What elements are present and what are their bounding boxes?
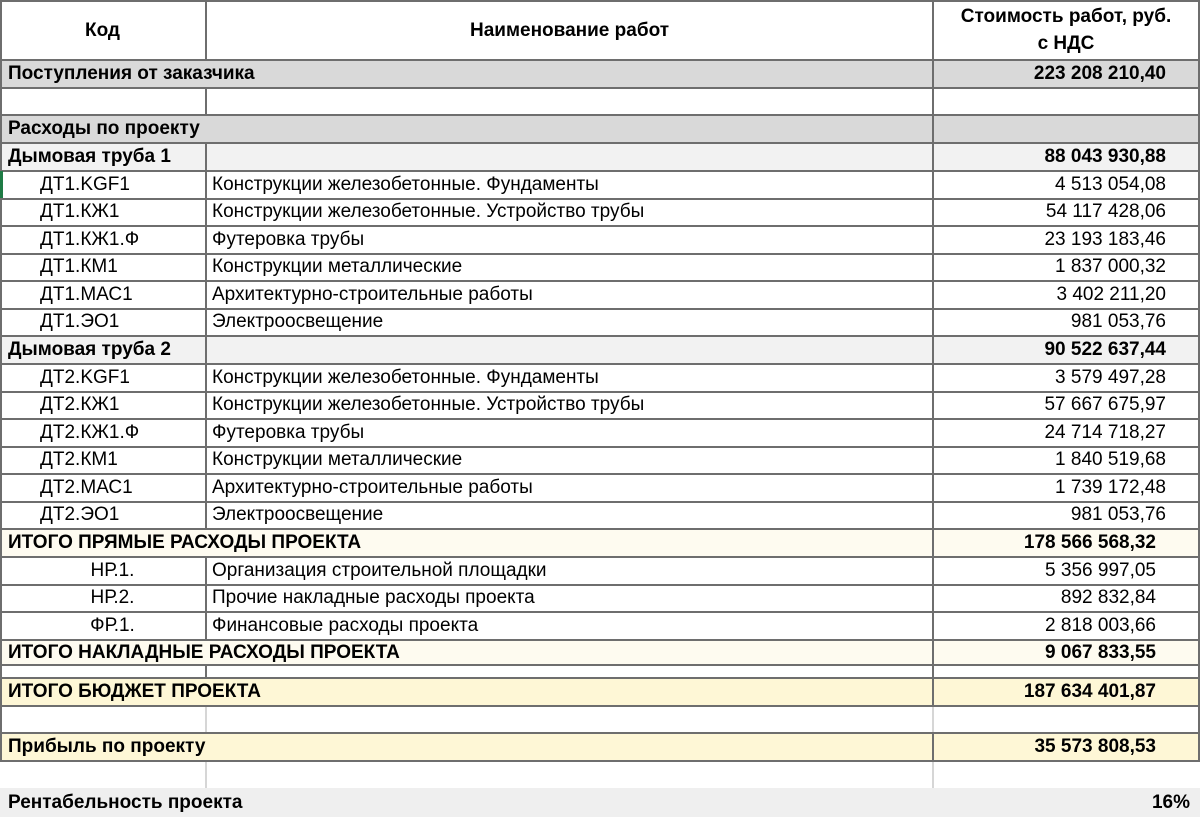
profitability-row[interactable] — [0, 788, 1200, 817]
empty-cell[interactable] — [207, 88, 934, 115]
column-header-cost-line1: Стоимость работ, руб. — [960, 6, 1172, 27]
direct-total-value: 178 566 568,32 — [1023, 532, 1156, 553]
overhead-total-label: ИТОГО НАКЛАДНЫЕ РАСХОДЫ ПРОЕКТА — [0, 640, 934, 665]
table-row[interactable] — [0, 557, 1200, 585]
item-value: 1 837 000,32 — [1055, 256, 1166, 278]
empty-cell[interactable] — [934, 88, 1198, 115]
income-row[interactable] — [0, 60, 1200, 88]
empty-cell[interactable] — [934, 115, 1198, 143]
item-value: 981 053,76 — [1070, 504, 1166, 526]
table-row[interactable] — [0, 171, 1200, 199]
empty-cell[interactable] — [207, 336, 934, 364]
header-row — [0, 0, 1200, 60]
grid-line — [0, 308, 1200, 310]
column-header-cost[interactable] — [934, 0, 1198, 60]
empty-row[interactable] — [0, 706, 1200, 733]
grid-line — [0, 87, 1200, 89]
table-row[interactable] — [0, 392, 1200, 420]
column-header-name-label: Наименование работ — [469, 19, 670, 41]
grid-line — [0, 280, 1200, 282]
item-value: 1 840 519,68 — [1055, 449, 1166, 471]
item-name: Архитектурно-строительные работы — [207, 281, 934, 309]
grid-line — [0, 705, 1200, 707]
item-code: ДТ1.КЖ1 — [0, 199, 207, 227]
item-code: ДТ2.КЖ1 — [0, 392, 207, 420]
grid-line — [0, 446, 1200, 448]
item-name: Электроосвещение — [207, 502, 934, 530]
item-name: Конструкции металлические — [207, 447, 934, 475]
grid-line — [0, 391, 1200, 393]
table-row[interactable] — [0, 474, 1200, 502]
grid-line — [0, 584, 1200, 586]
grid-line — [0, 556, 1200, 558]
grid-line — [0, 142, 1200, 144]
chimney1-total: 88 043 930,88 — [1044, 146, 1166, 167]
grid-line — [0, 760, 1200, 762]
item-value: 3 579 497,28 — [1055, 366, 1166, 388]
item-value: 5 356 997,05 — [1045, 559, 1156, 581]
item-value: 2 818 003,66 — [1045, 615, 1156, 636]
table-row[interactable] — [0, 226, 1200, 254]
item-name: Конструкции железобетонные. Устройство трубы — [207, 392, 934, 420]
table-row[interactable] — [0, 419, 1200, 447]
profit-label: Прибыль по проекту — [0, 733, 934, 761]
item-value: 57 667 675,97 — [1044, 394, 1166, 416]
grid-line — [0, 59, 1200, 61]
grid-line — [0, 0, 2, 762]
grid-line — [0, 418, 1200, 420]
item-name: Прочие накладные расходы проекта — [207, 585, 934, 613]
table-row[interactable] — [0, 281, 1200, 309]
overhead-total-value: 9 067 833,55 — [1045, 641, 1156, 663]
item-value: 4 513 054,08 — [1055, 173, 1166, 195]
item-code: ДТ1.КЖ1.Ф — [0, 226, 207, 254]
table-row[interactable] — [0, 309, 1200, 337]
grid-line — [0, 170, 1200, 172]
table-row[interactable] — [0, 364, 1200, 392]
budget-total-row[interactable] — [0, 678, 1200, 706]
item-code: НР.2. — [0, 585, 207, 613]
grid-line — [0, 473, 1200, 475]
empty-cell[interactable] — [934, 706, 1198, 733]
grid-line — [0, 611, 1200, 613]
item-value: 892 832,84 — [1060, 587, 1156, 609]
grid-line — [0, 528, 1200, 530]
table-row[interactable] — [0, 502, 1200, 530]
grid-line — [0, 677, 1200, 679]
item-name: Конструкции железобетонные. Фундаменты — [207, 364, 934, 392]
direct-total-label: ИТОГО ПРЯМЫЕ РАСХОДЫ ПРОЕКТА — [0, 529, 934, 557]
column-header-code[interactable] — [0, 0, 207, 60]
item-value: 54 117 428,06 — [1045, 201, 1166, 223]
profit-row[interactable] — [0, 733, 1200, 761]
chimney1-label: Дымовая труба 1 — [0, 143, 207, 171]
empty-cell[interactable] — [0, 761, 207, 788]
item-name: Футеровка трубы — [207, 226, 934, 254]
item-name: Финансовые расходы проекта — [207, 612, 934, 640]
empty-cell[interactable] — [0, 706, 207, 733]
grid-line — [0, 0, 1200, 2]
grid-line — [0, 664, 1200, 666]
item-name: Архитектурно-строительные работы — [207, 474, 934, 502]
item-name: Футеровка трубы — [207, 419, 934, 447]
empty-row[interactable] — [0, 88, 1200, 115]
column-header-code-label: Код — [84, 19, 120, 41]
item-code: ФР.1. — [0, 612, 207, 640]
item-code: ДТ1.МАС1 — [0, 281, 207, 309]
item-value: 24 714 718,27 — [1044, 421, 1166, 443]
budget-total-label: ИТОГО БЮДЖЕТ ПРОЕКТА — [0, 678, 934, 706]
item-code: ДТ1.ЭО1 — [0, 309, 207, 337]
profitability-value: 16% — [1151, 791, 1190, 813]
item-name: Конструкции железобетонные. Фундаменты — [207, 171, 934, 199]
table-row[interactable] — [0, 199, 1200, 227]
table-row[interactable] — [0, 254, 1200, 282]
column-header-name[interactable] — [207, 0, 934, 60]
item-value: 1 739 172,48 — [1055, 476, 1166, 498]
empty-cell[interactable] — [207, 761, 934, 788]
item-value: 981 053,76 — [1070, 311, 1166, 333]
item-code: НР.1. — [0, 557, 207, 585]
direct-total-row[interactable] — [0, 529, 1200, 557]
chimney2-total-row[interactable] — [0, 336, 1200, 364]
item-name: Конструкции металлические — [207, 254, 934, 282]
item-name: Электроосвещение — [207, 309, 934, 337]
item-code: ДТ1.KGF1 — [0, 171, 207, 199]
table-row[interactable] — [0, 585, 1200, 613]
grid-line — [0, 335, 1200, 337]
item-value: 23 193 183,46 — [1044, 228, 1166, 250]
grid-line — [0, 253, 1200, 255]
income-value: 223 208 210,40 — [1033, 63, 1166, 84]
empty-cell[interactable] — [0, 88, 207, 115]
overhead-total-row[interactable] — [0, 640, 1200, 665]
empty-cell[interactable] — [207, 143, 934, 171]
item-code: ДТ2.МАС1 — [0, 474, 207, 502]
budget-total-value: 187 634 401,87 — [1023, 681, 1156, 702]
grid-line — [0, 114, 1200, 116]
grid-line — [0, 225, 1200, 227]
item-code: ДТ2.КМ1 — [0, 447, 207, 475]
expenses-section-label: Расходы по проекту — [0, 115, 934, 143]
income-label: Поступления от заказчика — [0, 60, 934, 88]
profitability-label: Рентабельность проекта — [8, 791, 243, 813]
grid-line — [0, 198, 1200, 200]
item-value: 3 402 211,20 — [1056, 283, 1166, 305]
grid-line — [0, 732, 1200, 734]
column-header-cost-line2: с НДС — [1037, 33, 1095, 54]
profit-value: 35 573 808,53 — [1034, 736, 1156, 757]
item-code: ДТ2.KGF1 — [0, 364, 207, 392]
item-code: ДТ2.ЭО1 — [0, 502, 207, 530]
grid-line — [0, 639, 1200, 641]
empty-row[interactable] — [0, 761, 1200, 788]
item-code: ДТ1.КМ1 — [0, 254, 207, 282]
item-name: Организация строительной площадки — [207, 557, 934, 585]
table-row[interactable] — [0, 447, 1200, 475]
chimney1-total-row[interactable] — [0, 143, 1200, 171]
item-name: Конструкции железобетонные. Устройство трубы — [207, 199, 934, 227]
table-row[interactable] — [0, 612, 1200, 640]
chimney2-total: 90 522 637,44 — [1044, 339, 1166, 360]
empty-cell[interactable] — [207, 706, 934, 733]
item-code: ДТ2.КЖ1.Ф — [0, 419, 207, 447]
empty-cell[interactable] — [934, 761, 1198, 788]
chimney2-label: Дымовая труба 2 — [0, 336, 207, 364]
grid-line — [0, 501, 1200, 503]
expenses-section-row[interactable] — [0, 115, 1200, 143]
grid-line — [0, 363, 1200, 365]
cell-selection-marker — [0, 171, 3, 198]
